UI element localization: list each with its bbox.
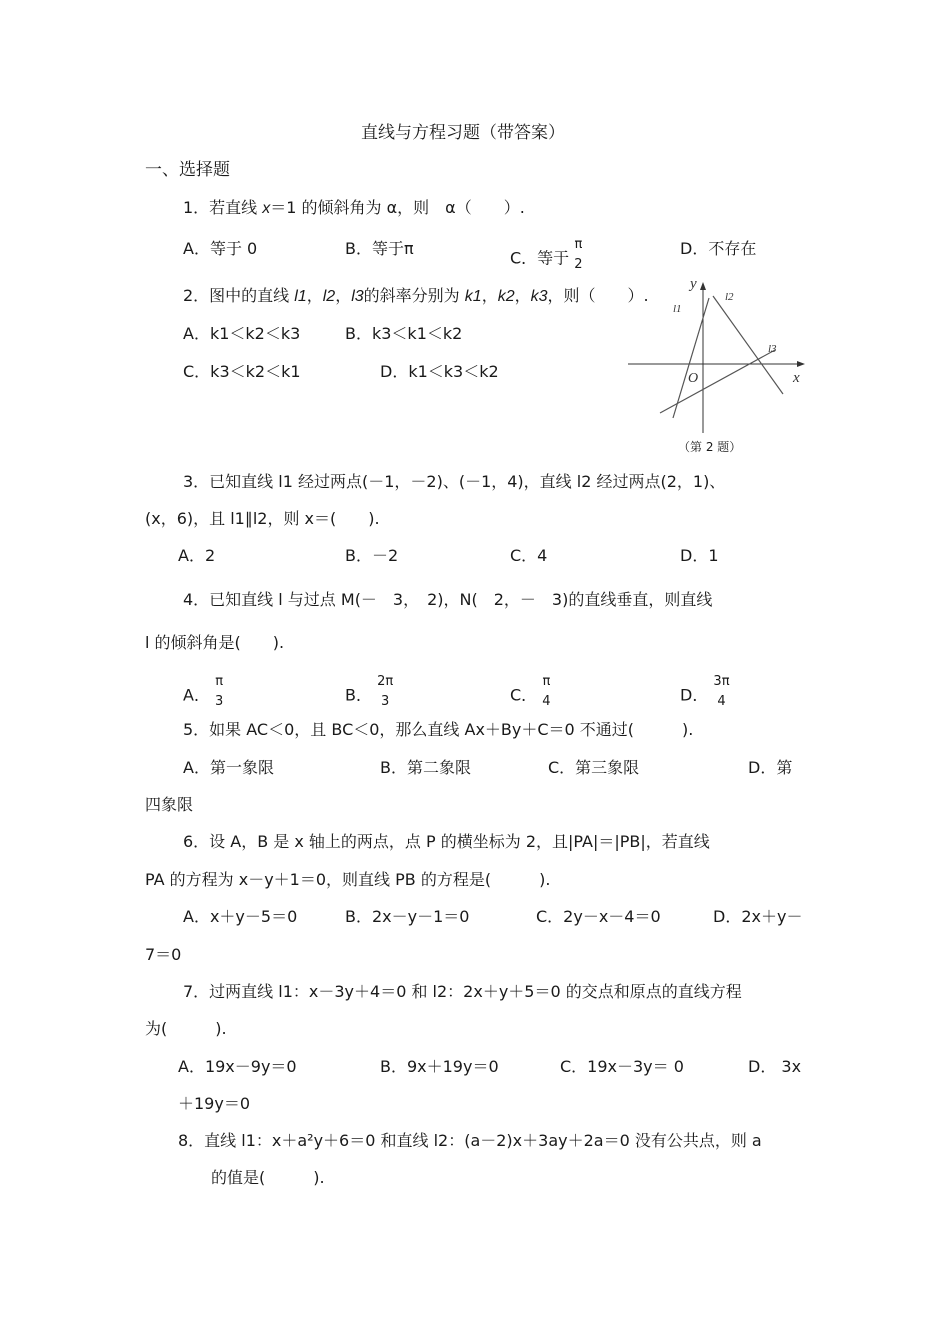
q6-option-d-wrap: 7＝0: [145, 945, 182, 964]
q3-option-d[interactable]: D．1: [680, 546, 719, 565]
y-axis-label: y: [690, 276, 697, 292]
q3-stem-line2: (x，6)，且 l1∥l2，则 x＝( ).: [145, 509, 380, 528]
q4-option-b[interactable]: B． 2π 3: [345, 676, 393, 716]
q7-stem-line2: 为( ).: [145, 1019, 227, 1038]
q3-option-a[interactable]: A．2: [178, 546, 216, 565]
q4-option-a[interactable]: A． π 3: [183, 676, 223, 716]
l2-label: l2: [725, 291, 734, 303]
q5-option-a[interactable]: A．第一象限: [183, 758, 274, 777]
y-axis-arrow: [700, 282, 706, 290]
q2-line-figure: [625, 268, 810, 438]
q7-option-d[interactable]: D． 3x: [748, 1057, 802, 1076]
q1-stem: 1．若直线 x＝1 的倾斜角为 α，则 α（ ）.: [183, 198, 525, 217]
q2-option-d[interactable]: D．k1＜k3＜k2: [380, 362, 499, 381]
line-l1: [673, 298, 709, 418]
x-axis-label: x: [793, 370, 800, 386]
q3-option-c[interactable]: C．4: [510, 546, 548, 565]
line-l3: [660, 350, 775, 413]
q2-option-c[interactable]: C．k3＜k2＜k1: [183, 362, 301, 381]
q7-option-a[interactable]: A．19x－9y＝0: [178, 1057, 297, 1076]
q5-option-b[interactable]: B．第二象限: [380, 758, 471, 777]
q8-stem-line1: 8．直线 l1：x＋a²y＋6＝0 和直线 l2：(a－2)x＋3ay＋2a＝0 没有公共点，则 a: [178, 1131, 762, 1150]
fraction: 3π 4: [713, 674, 730, 709]
q6-stem-line2: PA 的方程为 x－y＋1＝0，则直线 PB 的方程是( ).: [145, 870, 551, 889]
q3-stem-line1: 3．已知直线 l1 经过两点(－1，－2)、(－1，4)，直线 l2 经过两点(2，1)、: [183, 472, 726, 491]
q1-option-b[interactable]: B．等于π: [345, 239, 414, 258]
q5-option-c[interactable]: C．第三象限: [548, 758, 640, 777]
page-title: 直线与方程习题（带答案）: [361, 123, 565, 143]
q5-option-d-wrap: 四象限: [145, 795, 194, 814]
q7-option-b[interactable]: B．9x＋19y＝0: [380, 1057, 499, 1076]
section-heading: 一、选择题: [145, 160, 230, 180]
q6-option-a[interactable]: A．x＋y－5＝0: [183, 907, 298, 926]
q6-option-d[interactable]: D．2x＋y－: [713, 907, 803, 926]
q6-stem-line1: 6．设 A，B 是 x 轴上的两点，点 P 的横坐标为 2，且|PA|＝|PB|，若直线: [183, 832, 710, 851]
q7-option-c[interactable]: C．19x－3y＝ 0: [560, 1057, 684, 1076]
q4-option-d[interactable]: D． 3π 4: [680, 676, 730, 716]
q2-stem: 2．图中的直线 l1，l2，l3的斜率分别为 k1，k2，k3，则（ ）.: [183, 286, 649, 305]
q8-stem-line2: 的值是( ).: [211, 1168, 325, 1187]
q7-option-d-wrap: ＋19y＝0: [178, 1094, 251, 1113]
origin-label: O: [688, 371, 699, 386]
q4-option-c[interactable]: C． π 4: [510, 676, 551, 716]
q4-stem-line1: 4．已知直线 l 与过点 M(－ 3， 2)，N( 2，－ 3)的直线垂直，则直线: [183, 590, 713, 609]
q6-option-b[interactable]: B．2x－y－1＝0: [345, 907, 470, 926]
fraction: π 3: [215, 674, 224, 709]
q2-option-b[interactable]: B．k3＜k1＜k2: [345, 324, 463, 343]
l1-label: l1: [673, 303, 682, 315]
q1-option-c[interactable]: C．等于 π 2: [510, 239, 583, 279]
l3-label: l3: [768, 343, 777, 355]
fraction: 2π 3: [377, 674, 394, 709]
pi-over-2-fraction: π 2: [574, 237, 583, 272]
q7-stem-line1: 7．过两直线 l1：x－3y＋4＝0 和 l2：2x＋y＋5＝0 的交点和原点的直线方程: [183, 982, 742, 1001]
q1-option-d[interactable]: D．不存在: [680, 239, 757, 258]
q2-option-a[interactable]: A．k1＜k2＜k3: [183, 324, 301, 343]
q1-option-a[interactable]: A．等于 0: [183, 239, 258, 258]
q4-stem-line2: l 的倾斜角是( ).: [145, 633, 285, 652]
q3-option-b[interactable]: B．－2: [345, 546, 399, 565]
fraction: π 4: [542, 674, 551, 709]
x-axis-arrow: [797, 361, 805, 367]
q2-figure-caption: （第 2 题）: [678, 440, 742, 454]
q6-option-c[interactable]: C．2y－x－4＝0: [536, 907, 661, 926]
q5-stem: 5．如果 AC＜0，且 BC＜0，那么直线 Ax＋By＋C＝0 不通过( ).: [183, 720, 694, 739]
q5-option-d[interactable]: D．第: [748, 758, 793, 777]
